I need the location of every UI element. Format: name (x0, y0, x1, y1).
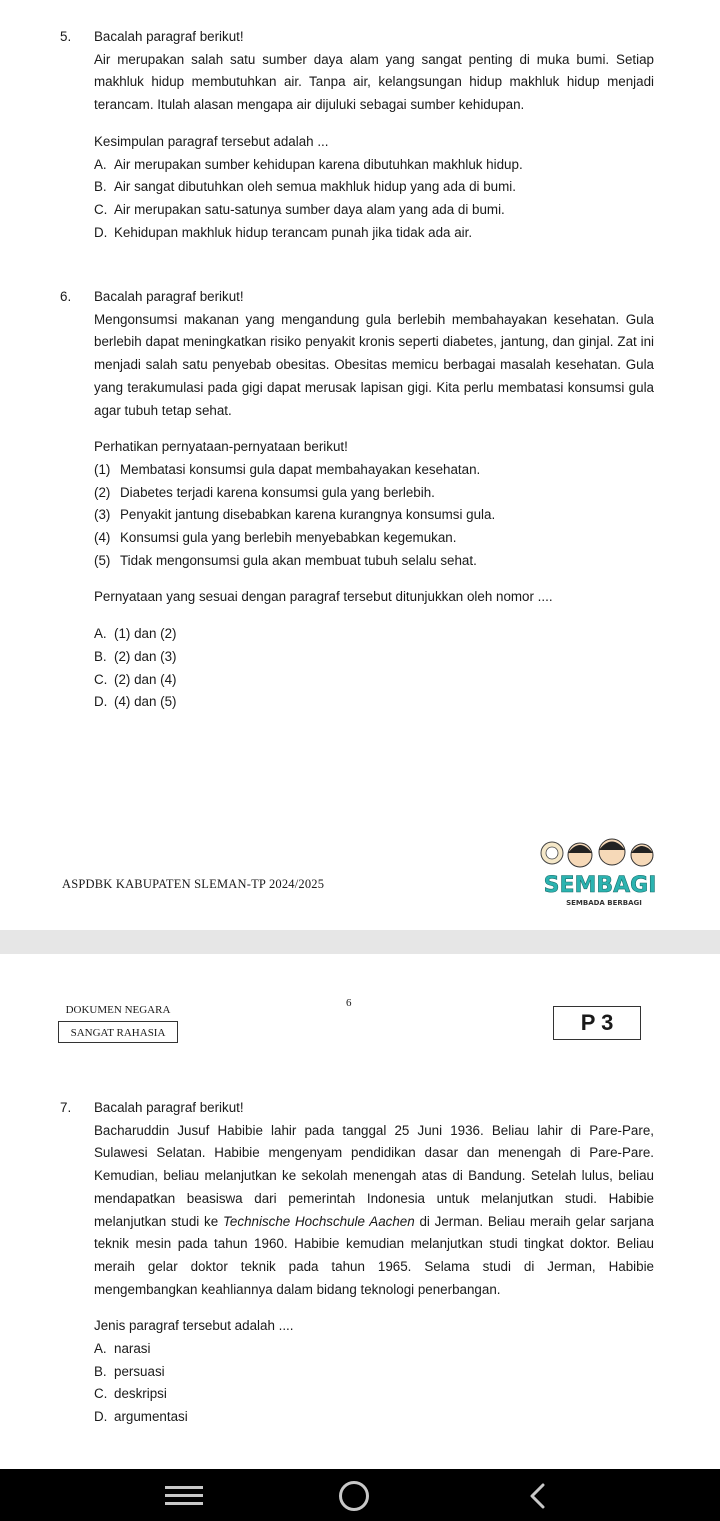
statement-item (94, 504, 654, 527)
option-label: B. (94, 1363, 107, 1379)
question-intro: Bacalah paragraf berikut! (94, 1100, 244, 1115)
answer-option[interactable] (94, 646, 654, 669)
statement-label: (5) (94, 552, 111, 568)
paragraph-italic-text: Technische Hochschule Aachen (222, 1213, 415, 1229)
option-label: D. (94, 224, 108, 240)
statements-instruction: Perhatikan pernyataan-pernyataan berikut! (94, 439, 348, 455)
logo-subtitle: SEMBADA BERBAGI (566, 899, 642, 907)
option-label: A. (94, 156, 107, 172)
answer-option[interactable] (94, 669, 654, 692)
statement-label: (2) (94, 484, 111, 500)
option-text: persuasi (114, 1363, 165, 1379)
option-label: D. (94, 694, 108, 710)
option-text: Kehidupan makhluk hidup terancam punah jika tidak ada air. (114, 224, 473, 240)
option-label: A. (94, 626, 107, 642)
option-text: Air merupakan sumber kehidupan karena dibutuhkan makhluk hidup. (114, 156, 523, 172)
option-text: (1) dan (2) (114, 626, 177, 642)
answer-option[interactable] (94, 199, 654, 222)
statement-item (94, 482, 654, 505)
statement-label: (3) (94, 507, 111, 523)
statement-text: Membatasi konsumsi gula dapat membahayakan kesehatan. (120, 461, 481, 477)
question-paragraph: Air merupakan salah satu sumber daya alam yang sangat penting di muka bumi. Setiap makhluk hidup membutuhkan air. Tanpa air, kelangsungan hidup makhluk hidup menjadi terancam. Itulah alasan mengapa air dijuluki sebagai sumber kehidupan. (94, 51, 654, 113)
answer-option[interactable] (94, 176, 654, 199)
question-intro: Bacalah paragraf berikut! (94, 289, 244, 304)
answer-option[interactable] (94, 1361, 654, 1384)
answer-option[interactable] (94, 1338, 654, 1361)
option-label: C. (94, 1386, 108, 1402)
option-text: (4) dan (5) (114, 694, 177, 710)
page-separator (0, 930, 720, 954)
statement-text: Tidak mengonsumsi gula akan membuat tubuh selalu sehat. (120, 552, 477, 568)
statement-text: Diabetes terjadi karena konsumsi gula yang berlebih. (120, 484, 435, 500)
answer-option[interactable] (94, 154, 654, 177)
question-prompt: Kesimpulan paragraf tersebut adalah ... (94, 133, 329, 149)
paragraph-text: Bacharuddin Jusuf Habibie lahir pada tanggal 25 Juni 1936. Beliau lahir di Pare-Pare, Sulawesi Selatan. Habibie mengenyam pendidikan dasar dan menengah di Pare-Pare. Kemudian, beliau melanjutkan ke sekolah menengah atas di Bandung. Setelah lulus, beliau mendapatkan beasiswa dari pemerintah Indonesia untuk melanjutkan studi. Habibie melanjutkan studi ke (94, 1122, 654, 1229)
option-text: argumentasi (114, 1409, 188, 1425)
exam-page-2 (0, 954, 720, 1469)
question-number: 6. (60, 289, 72, 304)
page-number: 6 (346, 997, 352, 1009)
statement-item (94, 550, 654, 573)
children-heads-illustration (541, 839, 653, 867)
back-icon[interactable] (525, 1483, 551, 1509)
option-text: narasi (114, 1341, 151, 1357)
answer-option[interactable] (94, 691, 654, 714)
question-intro: Bacalah paragraf berikut! (94, 29, 244, 44)
option-label: C. (94, 671, 108, 687)
answer-option[interactable] (94, 623, 654, 646)
statement-text: Konsumsi gula yang berlebih menyebabkan kegemukan. (120, 530, 457, 546)
question-number: 5. (60, 29, 72, 44)
statement-item (94, 527, 654, 550)
sembagi-logo (530, 835, 670, 910)
option-text: Air sangat dibutuhkan oleh semua makhluk hidup yang ada di bumi. (114, 179, 516, 195)
document-classification (58, 1004, 178, 1043)
logo-title: SEMBAGI (543, 873, 657, 898)
answer-option[interactable] (94, 1406, 654, 1429)
option-label: B. (94, 179, 107, 195)
doc-label-negara: DOKUMEN NEGARA (58, 1004, 178, 1022)
option-text: Air merupakan satu-satunya sumber daya alam yang ada di bumi. (114, 201, 505, 217)
statement-label: (1) (94, 461, 111, 477)
question-prompt: Jenis paragraf tersebut adalah .... (94, 1318, 294, 1334)
home-icon[interactable] (339, 1481, 369, 1511)
paragraph-text: di Jerman. Beliau meraih gelar sarjana teknik mesin pada tahun 1960. Habibie kemudian melanjutkan studi tingkat doktor. Beliau meraih gelar doktor teknik pada tahun 1965. Selama studi di Jerman, Habibie mengembangkan keahliannya dalam bidang teknologi penerbangan. (94, 1213, 655, 1297)
option-text: deskripsi (114, 1386, 167, 1402)
option-label: D. (94, 1409, 108, 1425)
option-text: (2) dan (4) (114, 671, 177, 687)
answer-option[interactable] (94, 1383, 654, 1406)
doc-label-rahasia: SANGAT RAHASIA (58, 1022, 178, 1043)
answer-option[interactable] (94, 222, 654, 245)
option-label: C. (94, 201, 108, 217)
packet-code: P 3 (553, 1006, 641, 1040)
footer-institution: ASPDBK KABUPATEN SLEMAN-TP 2024/2025 (62, 877, 325, 891)
statement-text: Penyakit jantung disebabkan karena kurangnya konsumsi gula. (120, 507, 496, 523)
option-label: B. (94, 648, 107, 664)
system-navigation-bar (0, 1469, 720, 1521)
question-prompt: Pernyataan yang sesuai dengan paragraf tersebut ditunjukkan oleh nomor .... (94, 589, 553, 605)
statement-item (94, 459, 654, 482)
recent-apps-icon[interactable] (165, 1486, 203, 1506)
question-paragraph: Mengonsumsi makanan yang mengandung gula berlebih membahayakan kesehatan. Gula berlebih dapat meningkatkan risiko penyakit kronis seperti diabetes, jantung, dan ginjal. Zat ini menjadi salah satu penyebab obesitas. Obesitas memicu berbagai masalah kesehatan. Gula yang terakumulasi pada gigi dapat merusak lapisan gigi. Kita perlu membatasi konsumsi gula agar tubuh tetap sehat. (94, 311, 654, 418)
option-label: A. (94, 1341, 107, 1357)
option-text: (2) dan (3) (114, 648, 177, 664)
question-number: 7. (60, 1100, 72, 1115)
statement-label: (4) (94, 530, 111, 546)
question-paragraph (94, 1120, 654, 1302)
